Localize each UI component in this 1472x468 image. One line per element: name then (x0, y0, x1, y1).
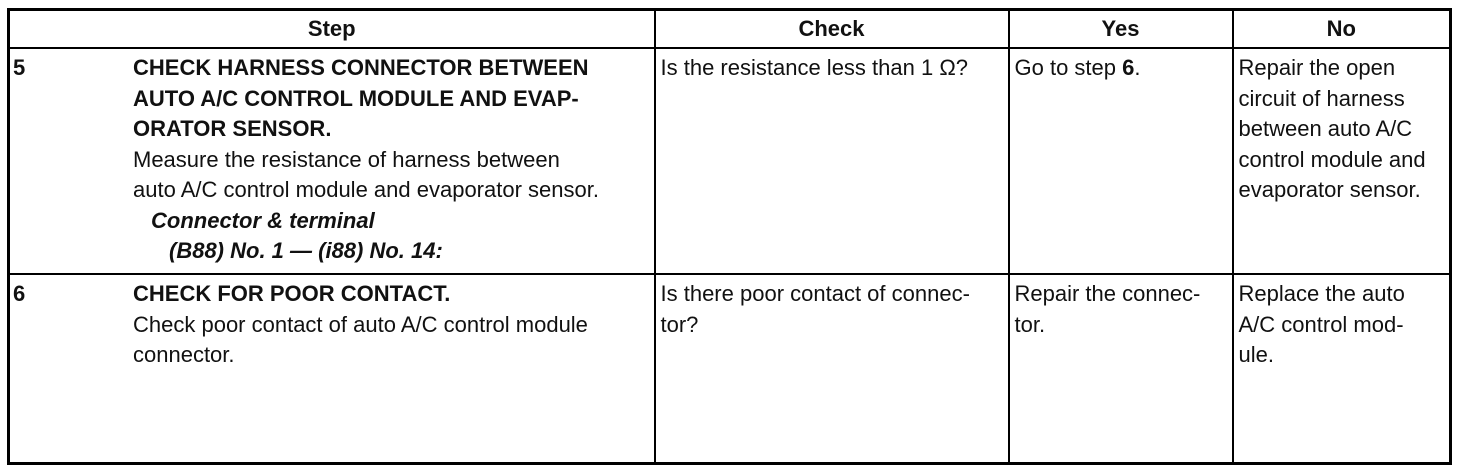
no-text-line: A/C control mod- (1238, 311, 1404, 337)
header-yes: Yes (1009, 10, 1233, 49)
yes-text-line: Repair the connec- (1014, 281, 1201, 306)
no-text-line: control module and (1238, 146, 1426, 172)
check-text-line: tor? (660, 311, 699, 337)
yes-cell (1009, 48, 1233, 274)
header-check: Check (655, 10, 1009, 49)
no-text (1234, 275, 1450, 371)
step-body-line: auto A/C control module and evaporator sensor. (133, 177, 599, 202)
step-title-line: CHECK HARNESS CONNECTOR BETWEEN (133, 55, 589, 80)
no-text-line: ule. (1238, 342, 1274, 367)
no-text-line: Replace the auto (1238, 281, 1405, 306)
step-body-line: Measure the resistance of harness between (133, 146, 560, 172)
no-cell (1233, 274, 1451, 464)
yes-text (1010, 49, 1232, 84)
step-number: 5 (13, 55, 26, 80)
connector-label: Connector & terminal (151, 207, 375, 233)
connector-value: (B88) No. 1 — (i88) No. 14: (169, 238, 443, 263)
no-text (1234, 49, 1450, 206)
diagnostic-table (7, 8, 1452, 465)
yes-step-ref: 6 (1122, 55, 1135, 80)
check-text (656, 275, 1008, 340)
yes-text (1010, 275, 1232, 340)
step-body-line: Check poor contact of auto A/C control module (133, 311, 588, 337)
no-text-line: Repair the open (1238, 55, 1396, 80)
step-title-line: AUTO A/C CONTROL MODULE AND EVAP- (133, 85, 579, 111)
header-row (9, 10, 1451, 49)
step-title-line: CHECK FOR POOR CONTACT. (133, 281, 451, 306)
table-row (9, 48, 1451, 274)
yes-prefix: Go to step (1014, 55, 1123, 80)
step-text (133, 275, 654, 371)
check-text: Is the resistance less than 1 Ω? (660, 55, 968, 80)
no-text-line: circuit of harness (1238, 85, 1405, 111)
yes-text-line: tor. (1014, 311, 1046, 337)
header-step: Step (9, 10, 655, 49)
step-number: 6 (13, 281, 26, 306)
header-no: No (1233, 10, 1451, 49)
check-cell (655, 48, 1009, 274)
step-text (133, 49, 654, 267)
no-cell (1233, 48, 1451, 274)
step-cell (9, 274, 655, 464)
table-row (9, 274, 1451, 464)
step-body-line: connector. (133, 342, 235, 367)
yes-cell (1009, 274, 1233, 464)
yes-suffix: . (1134, 55, 1141, 80)
step-title-line: ORATOR SENSOR. (133, 116, 332, 141)
step-cell (9, 48, 655, 274)
no-text-line: between auto A/C (1238, 116, 1413, 141)
check-cell (655, 274, 1009, 464)
no-text-line: evaporator sensor. (1238, 177, 1421, 202)
check-text-line: Is there poor contact of connec- (660, 281, 970, 306)
